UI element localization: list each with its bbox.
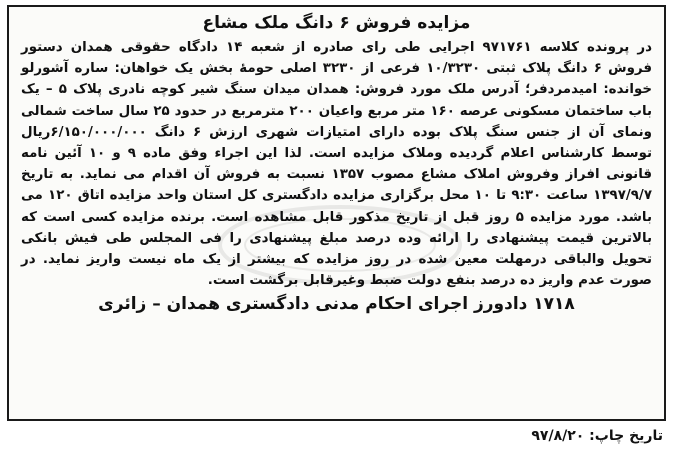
notice-signature: ۱۷۱۸ دادورز اجرای احکام مدنی دادگستری همدان – زائری [98, 294, 575, 315]
notice-body: در پرونده کلاسه ۹۷۱۷۶۱ اجرایی طی رای صادره از شعبه ۱۴ دادگاه حقوقی همدان دستور فروش ۶ دانگ پلاک ثبتی ۱۰/۳۲۳۰ فرعی از ۳۲۳۰ اصلی حومهٔ بخش یک خواهان: ساره آشورلو خوانده: امیدمردفر؛ آدرس ملک مورد فروش: همدان میدان سنگ شیر کوچه نادری پلاک ۵ – یک باب ساختمان مسکونی عرصه ۱۶۰ متر مربع واعیان ۲۰۰ مترمربع در حدود ۲۵ سال ساخت شمالی ونمای آن از جنس سنگ پلاک بوده دارای امتیازات شهری ارزش ۶ دانگ ۶/۱۵۰/۰۰۰/۰۰۰ریال توسط کارشناس اعلام گردیده وملاک مزایده است. لذا این اجراء وفق ماده ۹ و ۱۰ آئین نامه قانونی افراز وفروش املاک مشاع مصوب ۱۳۵۷ نسبت به فروش آن اقدام می نماید. به تاریخ ۱۳۹۷/۹/۷ ساعت ۹:۳۰ تا ۱۰ محل برگزاری مزایده دادگستری کل استان واحد مزایده اتاق ۱۲۰ می باشد. مورد مزایده ۵ روز قبل از تاریخ مذکور قابل مشاهده است. برنده مزایده کسی است که بالاترین قیمت پیشنهادی را ارائه وده درصد مبلغ پیشنهادی را فی المجلس طی فیش بانکی تحویل والباقی درمهلت معین شده در روز مزایده که بیشتر از یک ماه نیست واریز نماید. در صورت عدم واریز ده درصد بنفع دولت ضبط وغیرقابل برگشت است. [21, 40, 653, 289]
notice-title: مزایده فروش ۶ دانگ ملک مشاع [202, 13, 471, 33]
auction-notice [7, 5, 666, 421]
print-date: تاریخ چاپ: ۹۷/۸/۲۰ [531, 428, 663, 444]
